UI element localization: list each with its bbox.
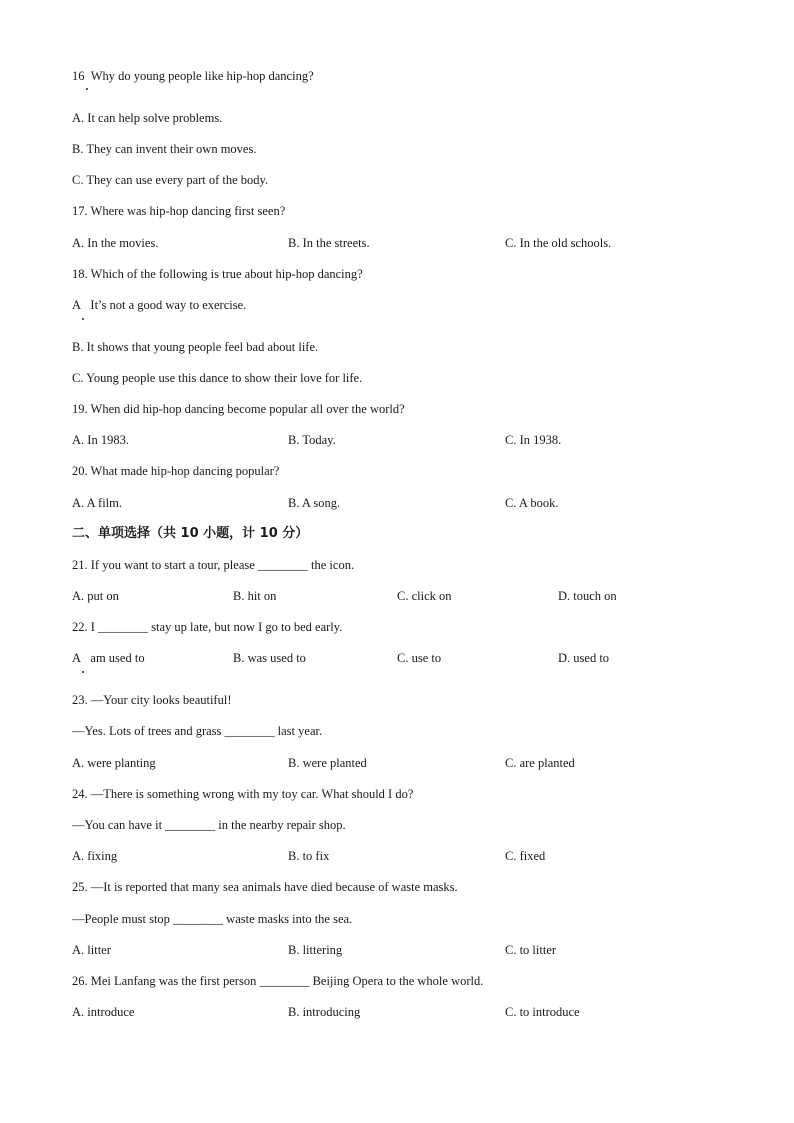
section-2-heading: 二、单项选择（共 10 小题，计 10 分）: [72, 526, 309, 541]
question-19-option-c: C. In 1938.: [505, 433, 562, 447]
question-22-option-a: [72, 650, 145, 666]
question-21-option-d: D. touch on: [558, 589, 617, 603]
question-17-option-c: C. In the old schools.: [505, 236, 612, 250]
question-26-option-b: B. introducing: [288, 1005, 361, 1019]
question-23-option-a: A. were planting: [72, 756, 156, 770]
punctuation-dot: [86, 88, 88, 90]
question-17-option-a: A. In the movies.: [72, 236, 159, 250]
question-18: 18. Which of the following is true about hip-hop dancing?: [72, 267, 363, 281]
question-18-option-a: [72, 297, 246, 313]
question-21-option-a: A. put on: [72, 589, 119, 603]
question-20-option-b: B. A song.: [288, 496, 341, 510]
question-26-option-c: C. to introduce: [505, 1005, 580, 1019]
question-25-option-b: B. littering: [288, 943, 343, 957]
punctuation-dot: [82, 318, 84, 320]
question-22-option-d: D. used to: [558, 651, 610, 665]
question-17-option-b: B. In the streets.: [288, 236, 370, 250]
question-18-option-c: C. Young people use this dance to show their love for life.: [72, 371, 363, 385]
question-25-reply: —People must stop ________ waste masks into the sea.: [72, 912, 353, 926]
question-23: 23. —Your city looks beautiful!: [72, 693, 232, 707]
question-26: 26. Mei Lanfang was the first person ________ Beijing Opera to the whole world.: [72, 974, 484, 988]
question-18-option-a-letter: A: [72, 298, 82, 312]
question-16-text: Why do young people like hip-hop dancing?: [90, 69, 314, 83]
question-16: [72, 68, 314, 84]
question-24: 24. —There is something wrong with my toy car. What should I do?: [72, 787, 414, 801]
question-24-reply: —You can have it ________ in the nearby repair shop.: [72, 818, 346, 832]
question-22-option-a-letter: A: [72, 651, 82, 665]
question-25: 25. —It is reported that many sea animals have died because of waste masks.: [72, 880, 458, 894]
question-19-option-a: A. In 1983.: [72, 433, 129, 447]
question-21: 21. If you want to start a tour, please ________ the icon.: [72, 558, 355, 572]
question-21-option-c: C. click on: [397, 589, 452, 603]
question-23-reply: —Yes. Lots of trees and grass ________ last year.: [72, 724, 323, 738]
question-16-number: 16: [72, 69, 85, 83]
question-16-option-a: A. It can help solve problems.: [72, 111, 223, 125]
question-20: 20. What made hip-hop dancing popular?: [72, 464, 280, 478]
question-21-option-b: B. hit on: [233, 589, 277, 603]
question-24-option-a: A. fixing: [72, 849, 118, 863]
question-24-option-b: B. to fix: [288, 849, 330, 863]
question-22-option-c: C. use to: [397, 651, 442, 665]
punctuation-dot: [82, 671, 84, 673]
question-26-option-a: A. introduce: [72, 1005, 135, 1019]
question-22-option-b: B. was used to: [233, 651, 306, 665]
question-23-option-c: C. are planted: [505, 756, 575, 770]
question-19-option-b: B. Today.: [288, 433, 336, 447]
question-16-option-c: C. They can use every part of the body.: [72, 173, 269, 187]
question-18-option-b: B. It shows that young people feel bad about life.: [72, 340, 319, 354]
question-19: 19. When did hip-hop dancing become popular all over the world?: [72, 402, 405, 416]
question-20-option-c: C. A book.: [505, 496, 559, 510]
question-17: 17. Where was hip-hop dancing first seen?: [72, 204, 286, 218]
question-22: 22. I ________ stay up late, but now I go to bed early.: [72, 620, 343, 634]
question-22-option-a-text: am used to: [90, 651, 145, 665]
question-25-option-a: A. litter: [72, 943, 111, 957]
question-18-option-a-text: It’s not a good way to exercise.: [90, 298, 247, 312]
question-16-option-b: B. They can invent their own moves.: [72, 142, 257, 156]
question-20-option-a: A. A film.: [72, 496, 123, 510]
question-23-option-b: B. were planted: [288, 756, 367, 770]
question-24-option-c: C. fixed: [505, 849, 546, 863]
question-25-option-c: C. to litter: [505, 943, 557, 957]
